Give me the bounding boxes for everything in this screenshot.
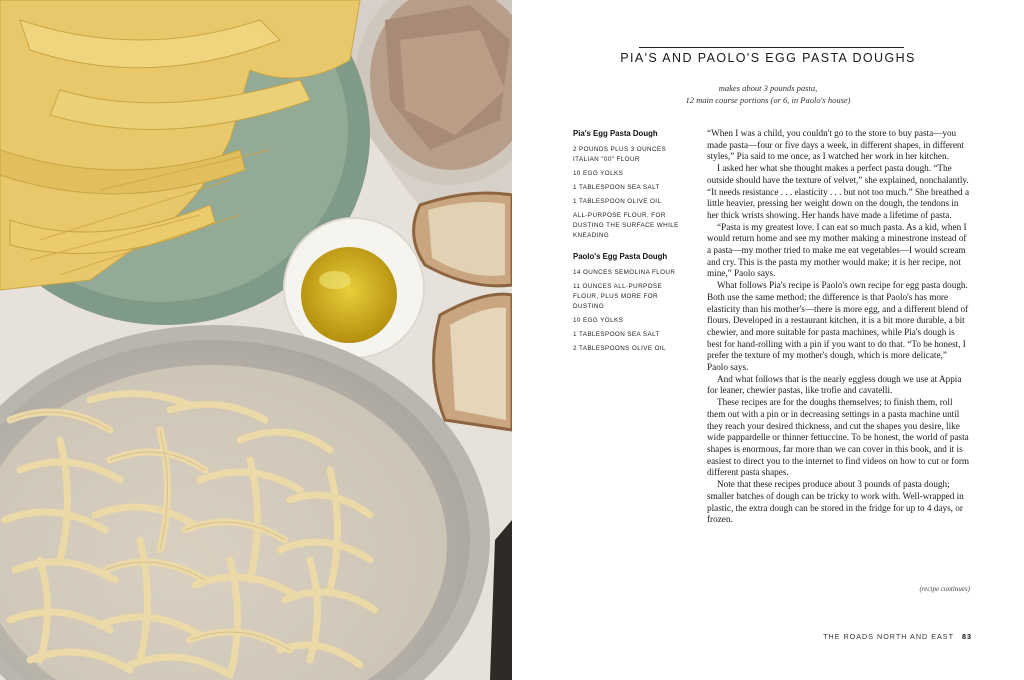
yield-line-1: makes about 3 pounds pasta, [718, 83, 818, 93]
ingredient-item: 2 POUNDS PLUS 3 OUNCES ITALIAN "00" FLOUR [573, 146, 667, 163]
recipe-body-text [707, 128, 970, 526]
recipe-page [512, 0, 1024, 680]
ingredient-item: 1 TABLESPOON OLIVE OIL [573, 198, 662, 205]
ingredient-item: 10 EGG YOLKS [573, 170, 624, 177]
title-rule [639, 47, 904, 48]
pia-dough-heading: Pia's Egg Pasta Dough [573, 129, 658, 138]
page-number: 83 [962, 632, 972, 641]
ingredient-item: ALL-PURPOSE FLOUR, FOR DUSTING THE SURFACE WHILE KNEADING [573, 212, 679, 239]
page-footer [823, 632, 972, 641]
ingredients-list [573, 129, 681, 358]
body-paragraph: “When I was a child, you couldn't go to the store to buy pasta—you made pasta—four or five days a week, in different shapes, in different styles,” Pia said to me once, as I watched her work in her kitchen. [707, 128, 965, 162]
ingredient-item: 11 OUNCES ALL-PURPOSE FLOUR, PLUS MORE FOR DUSTING [573, 283, 663, 310]
body-paragraph: Note that these recipes produce about 3 pounds of pasta dough; smaller batches of dough can be tricky to work with. Well-wrapped in plastic, the extra dough can be stored in the fridge for up to 4 days, or frozen. [707, 479, 964, 525]
yield-line-2: 12 main course portions (or 6, in Paolo's house) [685, 94, 851, 105]
ingredient-item: 2 TABLESPOONS OLIVE OIL [573, 345, 666, 352]
body-paragraph: “Pasta is my greatest love. I can eat so much pasta. As a kid, when I would return home and see my mother making a minestrone instead of a pasta—my mother tried to make me eat vegetables—I would scream and cry. This is the pasta my mother would make; it is her recipe, not mine,” Paolo says. [707, 221, 967, 279]
ingredient-item: 1 TABLESPOON SEA SALT [573, 331, 660, 338]
ingredient-item: 1 TABLESPOON SEA SALT [573, 184, 660, 191]
paolo-dough-heading: Paolo's Egg Pasta Dough [573, 252, 668, 261]
recipe-yield [512, 83, 1024, 106]
recipe-title: PIA'S AND PAOLO'S EGG PASTA DOUGHS [620, 51, 916, 65]
ingredient-item: 10 EGG YOLKS [573, 317, 624, 324]
body-paragraph: These recipes are for the doughs themselves; to finish them, roll them out with a pin or in decreasing settings in a pasta machine until they reach your desired thickness, and cut the shapes you desire, like wide pappardelle or thinner fettuccine. To be honest, the world of pasta shapes is enormous, far more than we can cover in this book, and it is easiest to direct you to the internet to find videos on how to cut or form different pasta shapes. [707, 397, 970, 478]
body-paragraph: And what follows that is the nearly eggless dough we use at Appia for leaner, chewier pastas, like trofie and cavatelli. [707, 373, 962, 396]
ingredient-item: 14 OUNCES SEMOLINA FLOUR [573, 269, 676, 276]
body-paragraph: I asked her what she thought makes a perfect pasta dough. “The outside should have the texture of velvet,” she explained, nonchalantly. “It needs resistance . . . elasticity . . . but not too much.” She breathed a little heavier, pressing her weight down on the dough, the tendons in her thick wrists showing. Her hands have made a lifetime of pasta. [707, 163, 970, 220]
running-head: THE ROADS NORTH AND EAST [823, 632, 954, 641]
body-paragraph: What follows Pia's recipe is Paolo's own recipe for egg pasta dough. Both use the same method; the difference is that Paolo's has more elasticity than his mother's—there is more egg, and a different blend of flours. Developed in a restaurant kitchen, it is a bit more durable, a bit chewier, and more suitable for pasta machines, while Pia's dough is best for hand-rolling with a pin if you want to do that. “To be honest, I prefer the texture of my mother's dough, which is more delicate,” Paolo says. [707, 280, 969, 373]
recipe-continues-note: (recipe continues) [919, 585, 970, 593]
